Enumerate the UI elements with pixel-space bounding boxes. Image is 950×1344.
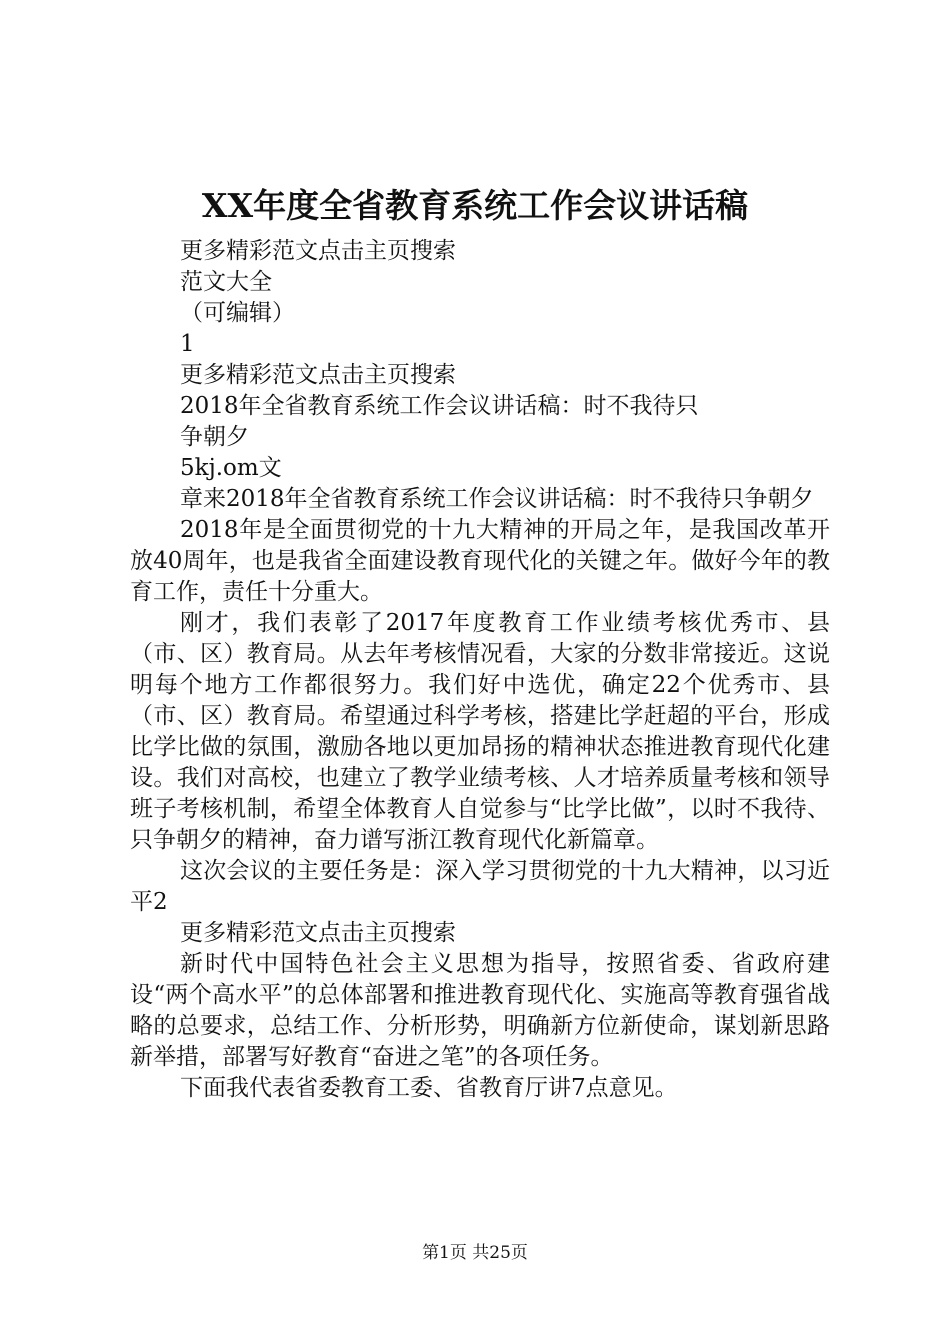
promo-line: 更多精彩范文点击主页搜索	[180, 238, 456, 264]
article-heading-line: 争朝夕	[180, 424, 249, 450]
paragraph: 新时代中国特色社会主义思想为指导，按照省委、省政府建设“两个高水平”的总体部署和推进教育现代化、实施高等教育强省战略的总要求，总结工作、分析形势，明确新方位新使命，谋划新思路新举措，部署写好教育“奋进之笔”的各项任务。	[130, 951, 830, 1070]
page-footer: 第1页 共25页	[422, 1243, 528, 1263]
editable-note: （可编辑）	[180, 300, 295, 326]
paragraph: 这次会议的主要任务是：深入学习贯彻党的十九大精神，以习近平2	[130, 858, 830, 915]
article-heading-line: 2018年全省教育系统工作会议讲话稿：时不我待只	[180, 393, 699, 419]
category-line: 范文大全	[180, 269, 272, 295]
document-title: XX年度全省教育系统工作会议讲话稿	[201, 186, 749, 225]
paragraph: 下面我代表省委教育工委、省教育厅讲7点意见。	[180, 1075, 678, 1101]
source-line: 5kj.om文	[180, 455, 282, 481]
paragraph: 章来2018年全省教育系统工作会议讲话稿：时不我待只争朝夕	[180, 486, 814, 512]
paragraph: 2018年是全面贯彻党的十九大精神的开局之年，是我国改革开放40周年，也是我省全面建设教育现代化的关键之年。做好今年的教育工作，责任十分重大。	[130, 517, 830, 605]
page-marker: 1	[180, 331, 195, 357]
document-body	[130, 236, 830, 1104]
promo-line: 更多精彩范文点击主页搜索	[180, 362, 456, 388]
paragraph: 刚才，我们表彰了2017年度教育工作业绩考核优秀市、县（市、区）教育局。从去年考核情况看，大家的分数非常接近。这说明每个地方工作都很努力。我们好中选优，确定22个优秀市、县（市、区）教育局。希望通过科学考核，搭建比学赶超的平台，形成比学比做的氛围，激励各地以更加昂扬的精神状态推进教育现代化建设。我们对高校，也建立了教学业绩考核、人才培养质量考核和领导班子考核机制，希望全体教育人自觉参与“比学比做”，以时不我待、只争朝夕的精神，奋力谱写浙江教育现代化新篇章。	[130, 610, 830, 853]
promo-line: 更多精彩范文点击主页搜索	[180, 920, 456, 946]
